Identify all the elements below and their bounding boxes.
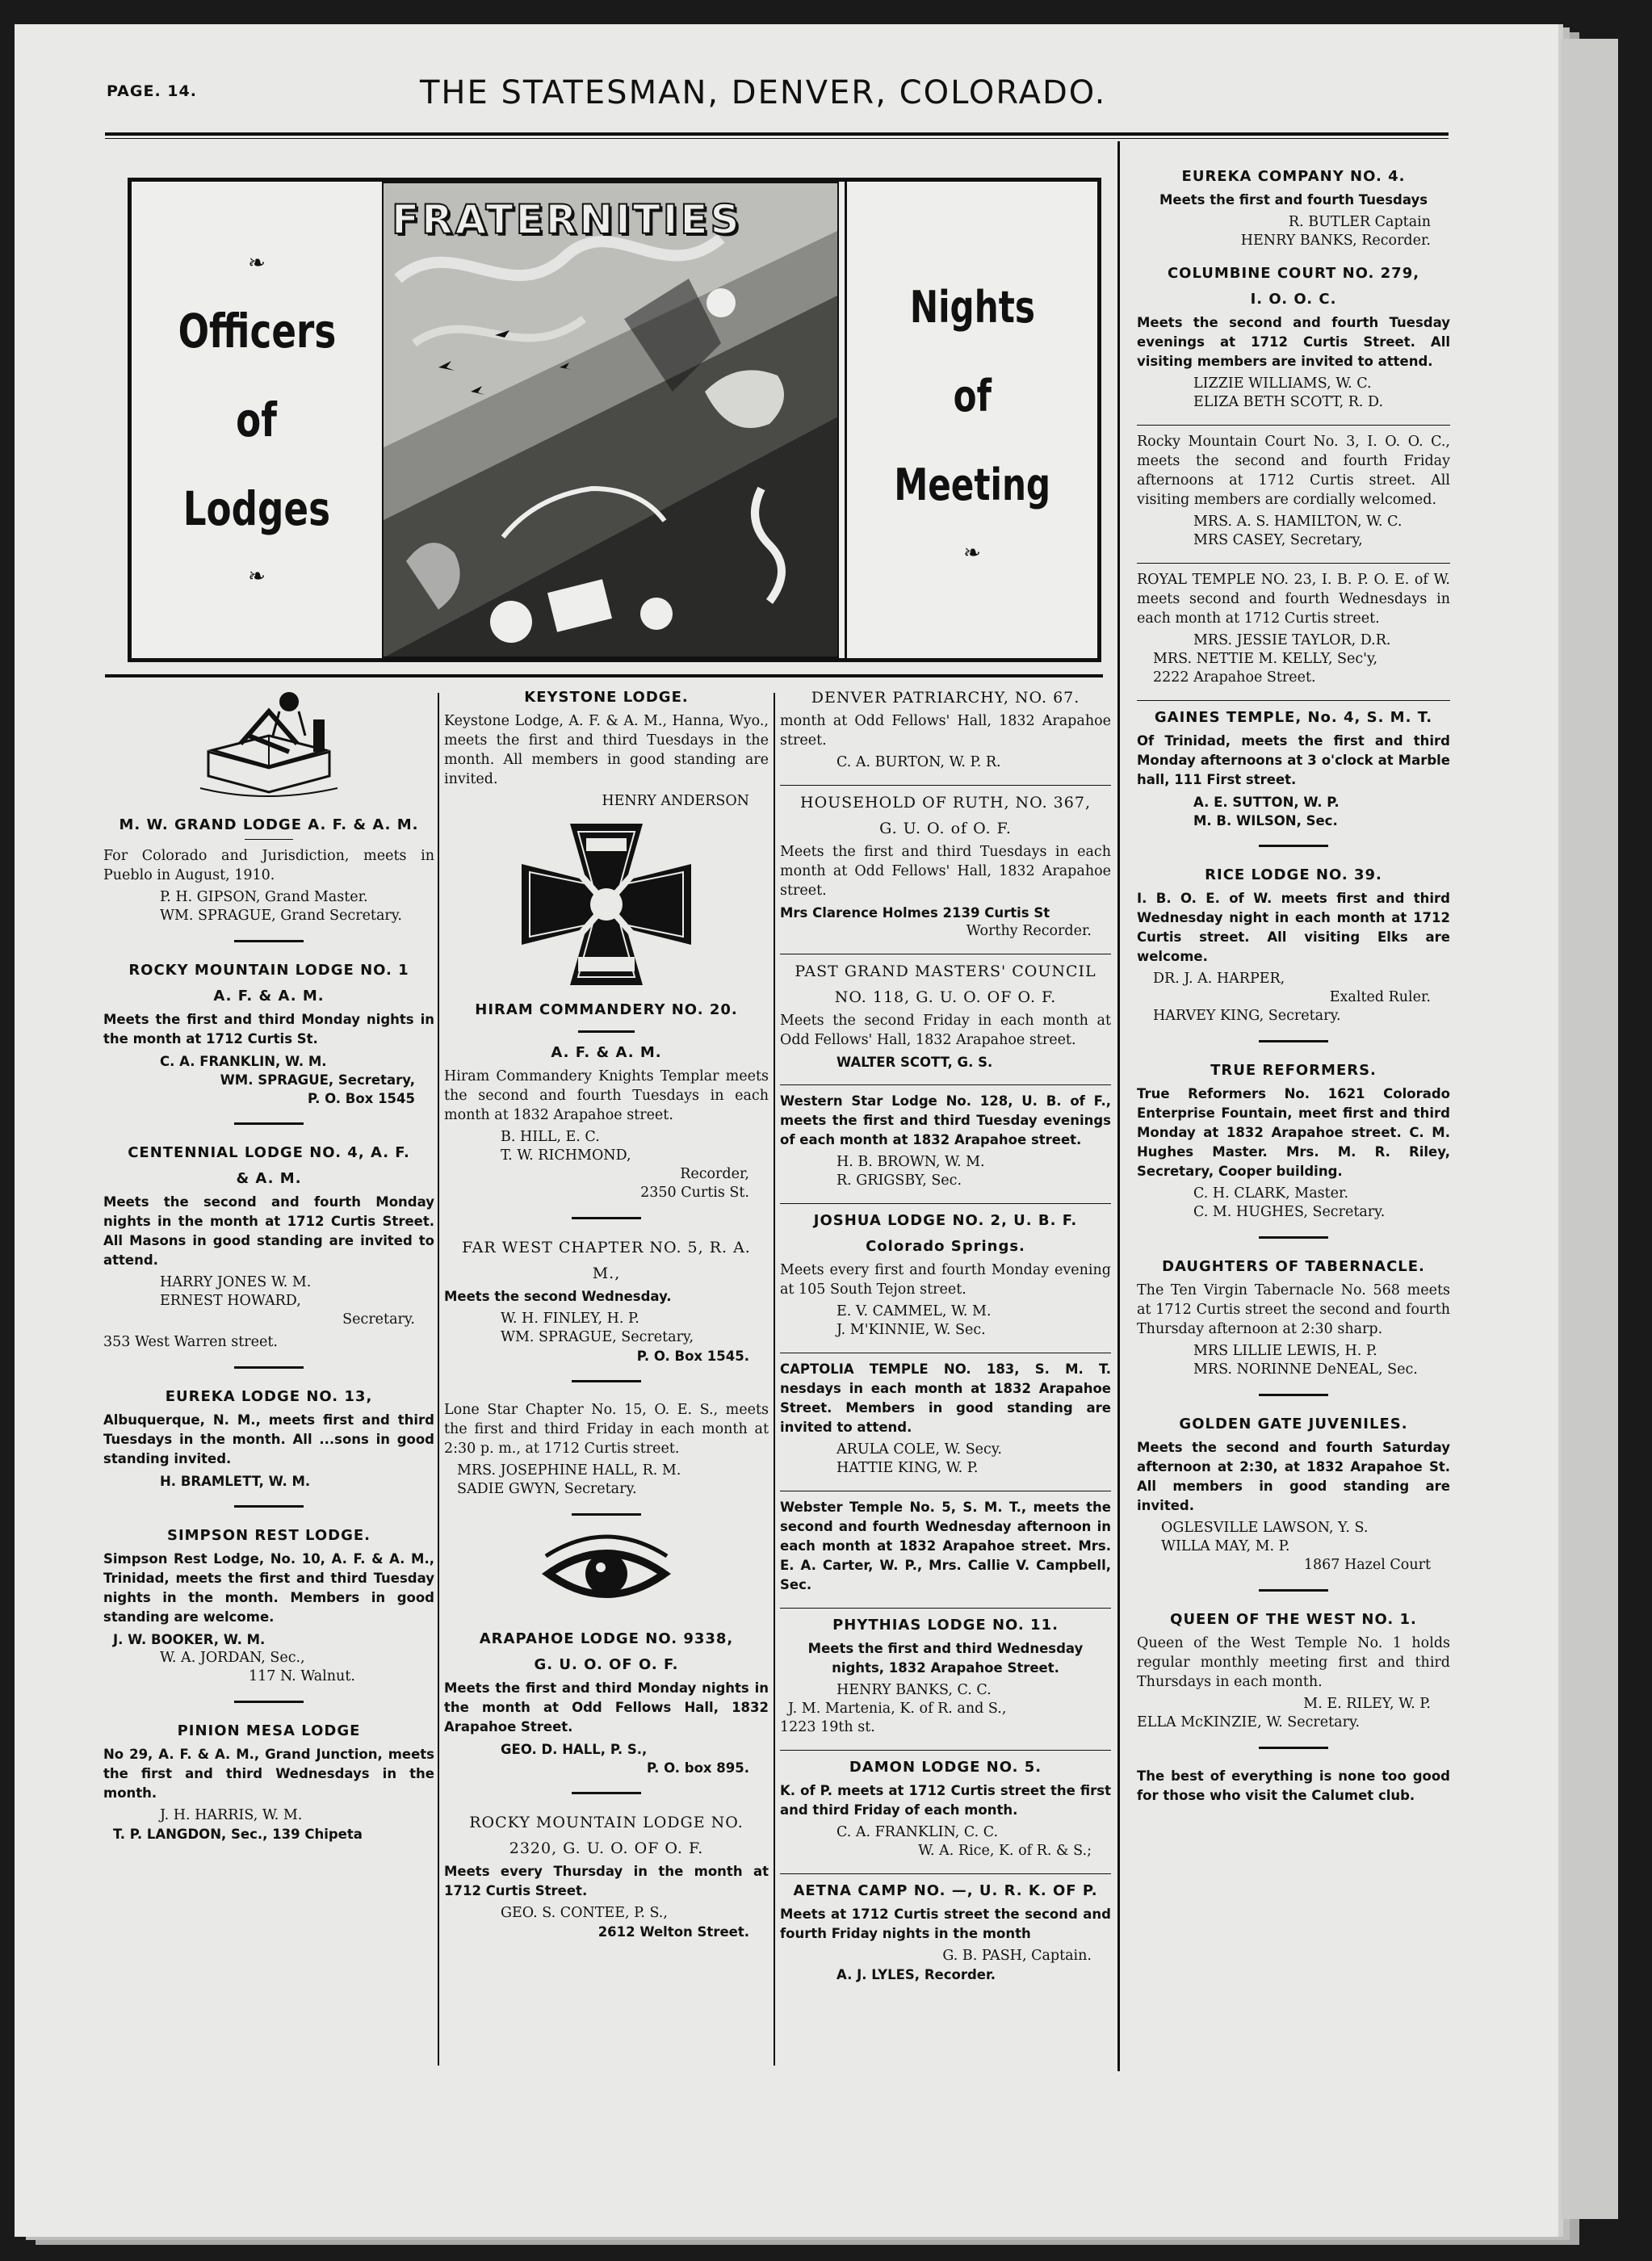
lodge-officer: ELLA McKINZIE, W. Secretary. [1137, 1714, 1361, 1730]
banner-left-panel [132, 182, 384, 658]
lodge-title: ARAPAHOE LODGE NO. 9338, [479, 1630, 734, 1647]
lodge-entry [444, 1629, 769, 1777]
banner-left-word-2: of [236, 392, 278, 447]
lodge-body: Western Star Lodge No. 128, U. B. of F., meets the first and third Tuesday evenings of each month at 1832 Arapahoe street. [780, 1093, 1111, 1147]
lodge-title: QUEEN OF THE WEST NO. 1. [1170, 1611, 1417, 1628]
divider [572, 1217, 641, 1219]
entry-rule [245, 839, 293, 840]
fraternities-banner [128, 178, 1101, 662]
lodge-officer: Exalted Ruler. [1329, 989, 1431, 1005]
leaf-ornament-icon: ❧ [248, 251, 266, 275]
lodge-subtitle: I. O. O. C. [1250, 291, 1337, 308]
lodge-officer: ARULA COLE, W. Secy. [836, 1441, 1002, 1458]
lodge-entry [103, 1721, 434, 1844]
lodge-officer: J. M. Martenia, K. of R. and S., [788, 1701, 1007, 1717]
lodge-entry [103, 1525, 434, 1686]
lodge-entry [780, 1360, 1111, 1478]
lodge-officer: B. HILL, E. C. [501, 1129, 600, 1145]
entry-rule [780, 1750, 1111, 1751]
lodge-officer: HARVEY KING, Secretary. [1153, 1008, 1341, 1024]
entry-rule [780, 785, 1111, 786]
column-separator [774, 693, 775, 2066]
eye-icon [444, 1533, 769, 1614]
lodge-officer: 2350 Curtis St. [640, 1185, 749, 1201]
lodge-officer: 1223 19th st. [780, 1719, 875, 1735]
lodge-title: COLUMBINE COURT NO. 279, [1167, 265, 1420, 282]
lodge-entry [780, 1757, 1111, 1860]
lodge-entry [1137, 263, 1450, 412]
lodge-officer: P. O. Box 1545 [308, 1091, 415, 1106]
lodge-body: True Reformers No. 1621 Colorado Enterprise Fountain, meet first and third Monday at 1832 Arapahoe street. C. M. Hughes Master. Mrs. M. R. Riley, Secretary, Cooper building. [1137, 1086, 1450, 1179]
lodge-title: DAMON LODGE NO. 5. [849, 1759, 1042, 1776]
lodge-entry [1137, 1414, 1450, 1575]
column-2 [444, 682, 769, 1954]
lodge-body: CAPTOLIA TEMPLE NO. 183, S. M. T. nesdays in each month at 1832 Arapahoe Street. Members in good standing are invited to attend. [780, 1361, 1111, 1435]
lodge-entry [780, 792, 1111, 941]
lodge-officer: HATTIE KING, W. P. [836, 1460, 979, 1476]
lodge-officer: M. B. WILSON, Sec. [1193, 813, 1338, 828]
column-rule [1117, 141, 1120, 2071]
lodge-entry [103, 815, 434, 925]
entry-rule [780, 1608, 1111, 1609]
divider [1259, 1747, 1328, 1749]
lodge-title: DAUGHTERS OF TABERNACLE. [1162, 1258, 1425, 1275]
lodge-subtitle: Colorado Springs. [866, 1238, 1025, 1255]
lodge-officer: E. V. CAMMEL, W. M. [836, 1303, 992, 1319]
lodge-officer: Mrs Clarence Holmes 2139 Curtis St [780, 905, 1050, 921]
lodge-officer: WM. SPRAGUE, Secretary, [220, 1072, 415, 1088]
lodge-body: For Colorado and Jurisdiction, meets in Pueblo in August, 1910. [103, 848, 434, 883]
lodge-entry [1137, 865, 1450, 1026]
lodge-officer: Worthy Recorder. [966, 923, 1092, 939]
lodge-entry [444, 687, 769, 811]
entry-rule [1137, 425, 1450, 426]
lodge-title: DENVER PATRIARCHY, NO. 67. [811, 689, 1080, 707]
lodge-body: Meets every first and fourth Monday evening at 105 South Tejon street. [780, 1262, 1111, 1298]
lodge-officer: W. A. Rice, K. of R. & S.; [918, 1843, 1092, 1859]
maltese-cross-emblem-icon [444, 824, 769, 985]
lodge-body: Meets every Thursday in the month at 1712 Curtis Street. [444, 1864, 769, 1898]
lodge-officer: GEO. S. CONTEE, P. S., [501, 1905, 668, 1921]
lodge-subtitle: 2320, G. U. O. OF O. F. [509, 1839, 704, 1857]
lodge-officer: T. P. LANGDON, Sec., 139 Chipeta [113, 1827, 363, 1842]
lodge-subtitle: & A. M. [236, 1170, 302, 1187]
lodge-body: Meets the first and third Monday nights in the month at 1712 Curtis St. [103, 1012, 434, 1047]
lodge-body: month at Odd Fellows' Hall, 1832 Arapahoe street. [780, 713, 1111, 749]
lodge-body: Webster Temple No. 5, S. M. T., meets the second and fourth Wednesday afternoon in each month at 1832 Arapahoe street. Mrs. E. A. Carter, W. P., Mrs. Callie V. Campbell, Sec. [780, 1500, 1111, 1592]
banner-left-word-3: Lodges [182, 481, 331, 536]
lodge-officer: MRS. NORINNE DeNEAL, Sec. [1193, 1361, 1418, 1378]
lodge-officer: MRS. JESSIE TAYLOR, D.R. [1193, 632, 1391, 648]
lodge-body: Of Trinidad, meets the first and third Monday afternoons at 3 o'clock at Marble hall, 111 First street. [1137, 733, 1450, 787]
lodge-subtitle: A. F. & A. M. [213, 988, 325, 1005]
banner-right-word-2: of [953, 371, 992, 422]
lodge-body: Meets the second and fourth Monday nights in the month at 1712 Curtis Street. All Masons in good standing are invited to attend. [103, 1194, 434, 1268]
lodge-body: Meets the first and third Tuesdays in each month at Odd Fellows' Hall, 1832 Arapahoe street. [780, 844, 1111, 899]
lodge-body: Albuquerque, N. M., meets first and third Tuesdays in the month. All ...sons in good standing invited. [103, 1412, 434, 1466]
lodge-body: Meets the second and fourth Saturday afternoon at 2:30, at 1832 Arapahoe St. All members in good standing are invited. [1137, 1440, 1450, 1513]
lodge-officer: H. BRAMLETT, W. M. [160, 1474, 311, 1489]
lodge-officer: MRS CASEY, Secretary, [1193, 532, 1363, 548]
lodge-officer: H. B. BROWN, W. M. [836, 1154, 985, 1170]
lodge-subtitle: Meets the first and third Wednesday nights, 1832 Arapahoe Street. [807, 1641, 1084, 1676]
page-number: PAGE. 14. [107, 82, 197, 100]
lodge-body: Simpson Rest Lodge, No. 10, A. F. & A. M., Trinidad, meets the first and third Tuesday nights in the month. Members in good standing are welcome. [103, 1551, 434, 1625]
lodge-officer: LIZZIE WILLIAMS, W. C. [1193, 375, 1372, 392]
divider [234, 1366, 304, 1369]
lodge-officer: C. A. FRANKLIN, C. C. [836, 1824, 999, 1840]
lodge-body: K. of P. meets at 1712 Curtis street the first and third Friday of each month. [780, 1783, 1111, 1818]
lodge-title: TRUE REFORMERS. [1210, 1062, 1377, 1079]
lodge-body: Meets the first and fourth Tuesdays [1159, 192, 1428, 208]
lodge-officer: 2222 Arapahoe Street. [1153, 669, 1316, 686]
lodge-entry [1137, 1609, 1450, 1732]
lodge-entry [103, 1386, 434, 1491]
lodge-officer: C. A. BURTON, W. P. R. [836, 754, 1001, 770]
lodge-officer: 1867 Hazel Court [1303, 1557, 1431, 1573]
lodge-title: PINION MESA LODGE [177, 1722, 361, 1739]
lodge-entry [1137, 166, 1450, 250]
lodge-officer: P. H. GIPSON, Grand Master. [160, 889, 368, 905]
lodge-body: Meets the second and fourth Tuesday evenings at 1712 Curtis Street. All visiting members are invited to attend. [1137, 315, 1450, 369]
lodge-officer: MRS. JOSEPHINE HALL, R. M. [457, 1462, 681, 1479]
lodge-entry [1137, 570, 1450, 687]
lodge-officer: W. A. JORDAN, Sec., [160, 1650, 305, 1666]
lodge-officer: WM. SPRAGUE, Secretary, [501, 1329, 694, 1345]
lodge-title: FAR WEST CHAPTER NO. 5, R. A. [462, 1239, 751, 1256]
lodge-title: EUREKA LODGE NO. 13, [165, 1388, 373, 1405]
lodge-officer: W. H. FINLEY, H. P. [501, 1311, 639, 1327]
banner-left-word-1: Officers [178, 304, 336, 359]
lodge-officer: J. H. HARRIS, W. M. [160, 1807, 303, 1823]
lodge-body: Meets at 1712 Curtis street the second and fourth Friday nights in the month [780, 1907, 1111, 1941]
column-1 [103, 682, 434, 1856]
lodge-officer: MRS LILLIE LEWIS, H. P. [1193, 1343, 1377, 1359]
top-rule [105, 132, 1449, 139]
lodge-officer: C. H. CLARK, Master. [1193, 1185, 1349, 1202]
lodge-entry [780, 961, 1111, 1072]
entry-rule [780, 1084, 1111, 1085]
page-edge [1562, 39, 1618, 2219]
leaf-ornament-icon: ❧ [248, 564, 266, 589]
banner-illustration [382, 182, 839, 658]
lodge-title: ROCKY MOUNTAIN LODGE NO. [469, 1814, 744, 1831]
lodge-entry [1137, 432, 1450, 550]
masonic-bible-icon [103, 687, 434, 800]
lodge-body: I. B. O. E. of W. meets first and third Wednesday night in each month at 1712 Curtis street. All visiting Elks are welcome. [1137, 891, 1450, 964]
lodge-body: No 29, A. F. & A. M., Grand Junction, meets the first and third Wednesdays in the month. [103, 1747, 434, 1801]
lodge-officer: OGLESVILLE LAWSON, Y. S. [1161, 1520, 1369, 1536]
lodge-title: RICE LODGE NO. 39. [1205, 866, 1382, 883]
lodge-officer: T. W. RICHMOND, [501, 1147, 631, 1164]
lodge-title: JOSHUA LODGE NO. 2, U. B. F. [813, 1212, 1078, 1229]
divider [572, 1380, 641, 1382]
lodge-entry [1137, 1256, 1450, 1379]
lodge-officer: G. B. PASH, Captain. [942, 1948, 1092, 1964]
lodge-title: ROCKY MOUNTAIN LODGE NO. 1 [128, 962, 409, 979]
lodge-title: PAST GRAND MASTERS' COUNCIL [795, 963, 1096, 980]
fraternities-engraving-icon [382, 182, 839, 658]
lodge-officer: HENRY BANKS, Recorder. [1240, 233, 1431, 249]
lodge-subtitle: G. U. O. OF O. F. [534, 1656, 679, 1673]
lodge-officer: HARRY JONES W. M. [160, 1274, 312, 1290]
lodge-title: HOUSEHOLD OF RUTH, NO. 367, [800, 794, 1091, 812]
lodge-entry [1137, 1060, 1450, 1222]
lodge-entry [780, 1881, 1111, 1984]
lodge-entry [780, 1092, 1111, 1190]
lodge-body: The best of everything is none too good for those who visit the Calumet club. [1137, 1768, 1450, 1803]
lodge-entry [780, 1498, 1111, 1595]
lodge-subtitle: A. F. & A. M. [551, 1044, 662, 1061]
banner-right-word-3: Meeting [894, 459, 1050, 510]
lodge-officer: R. GRIGSBY, Sec. [836, 1172, 962, 1189]
divider [578, 1030, 635, 1033]
lodge-body: The Ten Virgin Tabernacle No. 568 meets at 1712 Curtis street the second and fourth Thursday afternoon at 2:30 sharp. [1137, 1282, 1450, 1337]
lodge-entry [444, 1400, 769, 1499]
masthead: THE STATESMAN, DENVER, COLORADO. [420, 74, 1107, 111]
divider [234, 1505, 304, 1508]
lodge-officer: C. M. HUGHES, Secretary. [1193, 1204, 1386, 1220]
lodge-entry [444, 1000, 769, 1202]
lodge-body: Hiram Commandery Knights Templar meets the second and fourth Tuesdays in each month at 1832 Arapahoe street. [444, 1068, 769, 1123]
lodge-officer: A. E. SUTTON, W. P. [1193, 795, 1340, 810]
lodge-entry [1137, 707, 1450, 830]
section-rule [105, 674, 1103, 677]
lodge-body: Meets the second Wednesday. [444, 1289, 672, 1304]
entry-rule [780, 1873, 1111, 1874]
lodge-body: Queen of the West Temple No. 1 holds regular monthly meeting first and third Thursdays in each month. [1137, 1635, 1450, 1690]
column-4 [1137, 162, 1450, 1818]
divider [234, 1701, 304, 1703]
entry-rule [780, 1203, 1111, 1204]
divider [1259, 845, 1328, 847]
entry-rule [1137, 700, 1450, 701]
lodge-body: ROYAL TEMPLE NO. 23, I. B. P. O. E. of W. meets second and fourth Wednesdays in each month at 1712 Curtis street. [1137, 572, 1450, 627]
lodge-officer: R. BUTLER Captain [1288, 214, 1431, 230]
lodge-officer: Recorder, [680, 1166, 749, 1182]
lodge-officer: ERNEST HOWARD, [160, 1293, 301, 1309]
lodge-title: HIRAM COMMANDERY NO. 20. [475, 1001, 738, 1018]
lodge-entry [103, 1143, 434, 1352]
divider [1259, 1394, 1328, 1396]
lodge-subtitle: M., [592, 1265, 621, 1282]
lodge-title: AETNA CAMP NO. —, U. R. K. OF P. [793, 1882, 1098, 1899]
lodge-body: Lone Star Chapter No. 15, O. E. S., meets the first and third Friday in each month at 2:30 p. m., at 1712 Curtis street. [444, 1402, 769, 1457]
lodge-officer: WILLA MAY, M. P. [1161, 1538, 1290, 1554]
entry-rule [1137, 563, 1450, 564]
lodge-officer: GEO. D. HALL, P. S., [501, 1742, 648, 1757]
lodge-officer: P. O. box 895. [647, 1760, 749, 1776]
lodge-officer: WALTER SCOTT, G. S. [836, 1055, 993, 1070]
lodge-body: Keystone Lodge, A. F. & A. M., Hanna, Wyo., meets the first and third Tuesdays in the month. All members in good standing are invited. [444, 713, 769, 787]
lodge-address: 353 West Warren street. [103, 1334, 278, 1350]
lodge-title: EUREKA COMPANY NO. 4. [1181, 168, 1406, 185]
lodge-entry [780, 1210, 1111, 1340]
lodge-entry [103, 960, 434, 1108]
divider [234, 1122, 304, 1125]
lodge-officer: MRS. NETTIE M. KELLY, Sec'y, [1153, 651, 1378, 667]
divider [572, 1513, 641, 1516]
lodge-title: CENTENNIAL LODGE NO. 4, A. F. [128, 1144, 410, 1161]
lodge-officer: MRS. A. S. HAMILTON, W. C. [1193, 514, 1403, 530]
lodge-entry [1137, 1767, 1450, 1806]
lodge-body: Rocky Mountain Court No. 3, I. O. O. C., meets the second and fourth Friday afternoons at 1712 Curtis street. All visiting members are cordially welcomed. [1137, 434, 1450, 508]
lodge-officer: A. J. LYLES, Recorder. [836, 1967, 996, 1982]
lodge-officer: Secretary. [342, 1311, 415, 1328]
lodge-officer: 2612 Welton Street. [597, 1924, 749, 1940]
lodge-officer: J. M'KINNIE, W. Sec. [836, 1322, 986, 1338]
divider [234, 940, 304, 942]
lodge-title: SIMPSON REST LODGE. [166, 1527, 371, 1544]
lodge-officer: M. E. RILEY, W. P. [1303, 1696, 1431, 1712]
divider [572, 1792, 641, 1794]
lodge-officer: HENRY ANDERSON [602, 793, 749, 809]
lodge-officer: C. A. FRANKLIN, W. M. [160, 1054, 327, 1069]
lodge-body: Meets the second Friday in each month at Odd Fellows' Hall, 1832 Arapahoe street. [780, 1013, 1111, 1048]
lodge-entry [444, 1237, 769, 1365]
lodge-entry [780, 687, 1111, 772]
lodge-officer: J. W. BOOKER, W. M. [113, 1632, 266, 1647]
lodge-entry [444, 1812, 769, 1941]
lodge-subtitle: NO. 118, G. U. O. OF O. F. [834, 988, 1057, 1006]
lodge-officer: HENRY BANKS, C. C. [836, 1682, 992, 1698]
lodge-officer: DR. J. A. HARPER, [1153, 971, 1285, 987]
leaf-ornament-icon: ❧ [963, 541, 981, 565]
divider [1259, 1040, 1328, 1042]
lodge-title: KEYSTONE LODGE. [524, 689, 689, 706]
lodge-title: GAINES TEMPLE, No. 4, S. M. T. [1154, 709, 1433, 726]
lodge-officer: 117 N. Walnut. [249, 1668, 355, 1684]
banner-right-word-1: Nights [909, 282, 1035, 333]
divider [1259, 1236, 1328, 1239]
lodge-title: GOLDEN GATE JUVENILES. [1179, 1416, 1408, 1433]
lodge-officer: WM. SPRAGUE, Grand Secretary. [160, 908, 402, 924]
lodge-entry [780, 1615, 1111, 1737]
banner-art-title: FRATERNITIES [392, 196, 742, 243]
lodge-officer: SADIE GWYN, Secretary. [457, 1481, 637, 1497]
lodge-body: Meets the first and third Monday nights in the month at Odd Fellows Hall, 1832 Arapahoe Street. [444, 1680, 769, 1735]
column-3 [780, 682, 1111, 1997]
lodge-officer: ELIZA BETH SCOTT, R. D. [1193, 394, 1384, 410]
banner-right-panel [845, 182, 1097, 658]
column-separator [438, 693, 439, 2066]
lodge-title: PHYTHIAS LODGE NO. 11. [832, 1617, 1059, 1634]
lodge-officer: P. O. Box 1545. [636, 1349, 749, 1364]
divider [1259, 1589, 1328, 1592]
lodge-title: M. W. GRAND LODGE A. F. & A. M. [119, 816, 419, 833]
lodge-subtitle: G. U. O. of O. F. [879, 820, 1012, 837]
